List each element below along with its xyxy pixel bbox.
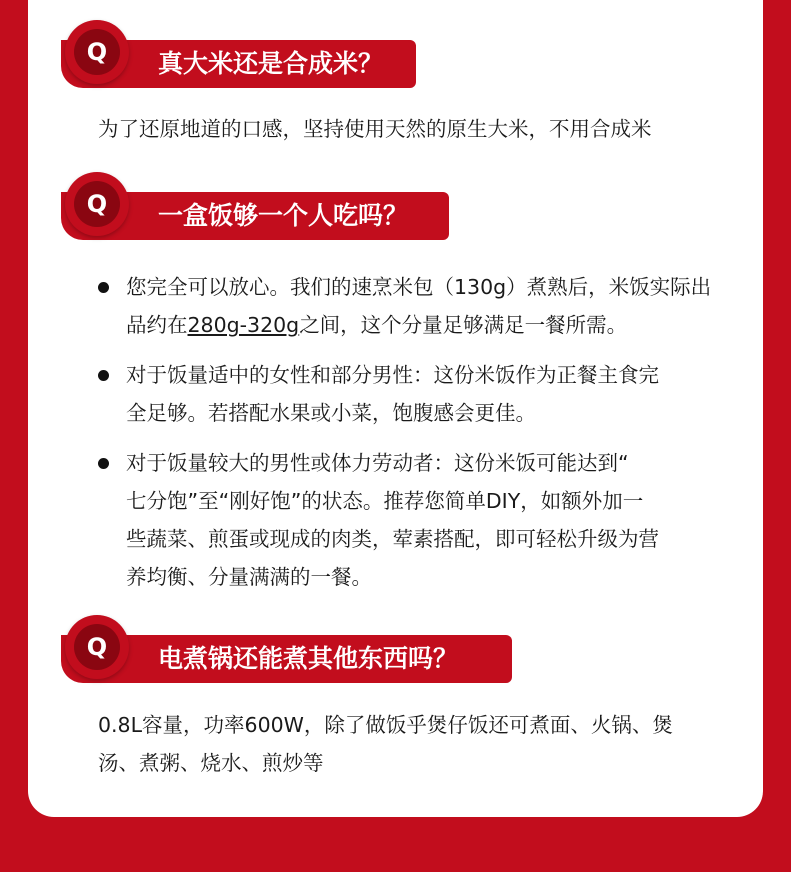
bullet-3-line-4: 养均衡、分量满满的一餐。 bbox=[126, 565, 372, 589]
bullet-1-line-2 bbox=[126, 306, 758, 344]
list-item bbox=[98, 356, 758, 432]
answer-bullet-list bbox=[98, 268, 758, 596]
bullet-dot-icon bbox=[98, 458, 109, 469]
bullet-3-line-1: 对于饭量较大的男性或体力劳动者：这份米饭可能达到“ bbox=[126, 451, 629, 475]
answer-text-3 bbox=[98, 706, 673, 782]
answer-3-line-1: 0.8L容量，功率600W，除了做饭乎煲仔饭还可煮面、火锅、煲 bbox=[98, 713, 673, 737]
bullet-1-line-2-post: 之间，这个分量足够满足一餐所需。 bbox=[299, 313, 628, 337]
bullet-dot-icon bbox=[98, 370, 109, 381]
bullet-3-line-2: 七分饱”至“刚好饱”的状态。推荐您简单DIY，如额外加一 bbox=[126, 489, 644, 513]
weight-highlight: 280g-320g bbox=[187, 313, 300, 337]
q-badge-icon bbox=[65, 615, 129, 679]
list-item bbox=[98, 268, 758, 344]
bullet-2-line-1: 对于饭量适中的女性和部分男性：这份米饭作为正餐主食完 bbox=[126, 363, 659, 387]
answer-text-1: 为了还原地道的口感，坚持使用天然的原生大米，不用合成米 bbox=[98, 117, 652, 141]
q-badge-icon bbox=[65, 172, 129, 236]
question-text-2: 一盒饭够一个人吃吗？ bbox=[158, 201, 409, 230]
q-letter: Q bbox=[74, 181, 120, 227]
list-item bbox=[98, 444, 758, 596]
bullet-2-line-2: 全足够。若搭配水果或小菜，饱腹感会更佳。 bbox=[126, 401, 536, 425]
q-letter: Q bbox=[74, 29, 120, 75]
bullet-3-line-3: 些蔬菜、煎蛋或现成的肉类，荤素搭配，即可轻松升级为营 bbox=[126, 527, 659, 551]
q-letter: Q bbox=[74, 624, 120, 670]
bullet-dot-icon bbox=[98, 282, 109, 293]
question-text-1: 真大米还是合成米？ bbox=[158, 49, 384, 78]
faq-card bbox=[28, 0, 763, 817]
q-badge-icon bbox=[65, 20, 129, 84]
answer-3-line-2: 汤、煮粥、烧水、煎炒等 bbox=[98, 751, 324, 775]
question-text-3: 电煮锅还能煮其他东西吗？ bbox=[158, 644, 459, 673]
bullet-1-line-1: 您完全可以放心。我们的速烹米包（130g）煮熟后，米饭实际出 bbox=[126, 275, 712, 299]
bullet-1-line-2-pre: 品约在 bbox=[126, 313, 188, 337]
